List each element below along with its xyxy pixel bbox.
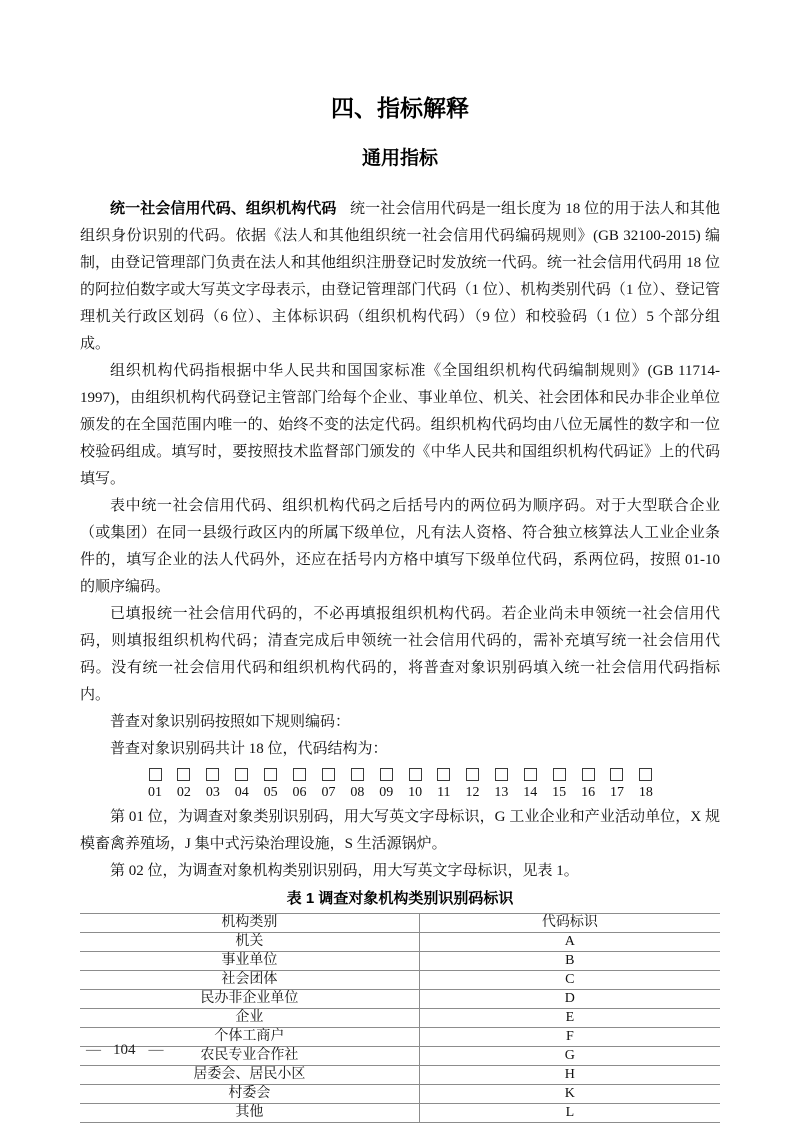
code-position-number: 05 xyxy=(263,785,278,800)
code-position-number: 09 xyxy=(379,785,394,800)
table-row xyxy=(80,1066,720,1085)
body-text-after-boxes xyxy=(80,804,720,885)
code-position xyxy=(235,768,249,801)
code-position xyxy=(408,768,422,801)
code-position-number: 13 xyxy=(494,785,509,800)
paragraph-coding-rule: 普查对象识别码按照如下规则编码： xyxy=(110,714,351,730)
empty-checkbox-icon xyxy=(524,768,537,781)
paragraph-text: 统一社会信用代码是一组长度为 18 位的用于法人和其他组织身份识别的代码。依据《法人和其他组织统一社会信用代码编码规则》(GB 32100-2015) 编制，由登记管理部门负责在法人和其他组织注册登记时发放统一代码。统一社会信用代码用 18 位的阿拉伯数字或大写英文字母表示，由登记管理部门代码（1 位）、机构类别代码（1 位）、登记管理机关行政区划码（6 位）、主体标识码（组织机构代码）（9 位）和校验码（1 位）5 个部分组成。 xyxy=(80,201,720,352)
institution-category-table xyxy=(80,913,720,1123)
code-position xyxy=(494,768,508,801)
code-position-number: 15 xyxy=(552,785,567,800)
code-position xyxy=(379,768,393,801)
code-position-number: 18 xyxy=(638,785,653,800)
empty-checkbox-icon xyxy=(322,768,335,781)
code-position-number: 04 xyxy=(234,785,249,800)
code-position-number: 07 xyxy=(321,785,336,800)
footer-left-dash: — xyxy=(86,1042,100,1058)
code-position xyxy=(264,768,278,801)
paragraph-filled-code: 已填报统一社会信用代码的，不必再填报组织机构代码。若企业尚未申领统一社会信用代码，则填报组织机构代码；清查完成后申领统一社会信用代码的，需补充填写统一社会信用代码。没有统一社会信用代码和组织机构代码的，将普查对象识别码填入统一社会信用代码指标内。 xyxy=(80,606,720,703)
table-row xyxy=(80,1009,720,1028)
table-row xyxy=(80,1047,720,1066)
code-position xyxy=(350,768,364,801)
code-position xyxy=(465,768,479,801)
table-cell: G xyxy=(419,1047,720,1066)
paragraph-credit-code xyxy=(80,195,720,358)
page-footer xyxy=(86,1042,163,1059)
table-cell: 事业单位 xyxy=(80,952,419,971)
code-position xyxy=(206,768,220,801)
paragraph-digit-02: 第 02 位，为调查对象机构类别识别码，用大写英文字母标识，见表 1。 xyxy=(110,863,579,879)
empty-checkbox-icon xyxy=(466,768,479,781)
code-position xyxy=(552,768,566,801)
table-body xyxy=(80,933,720,1123)
table-row xyxy=(80,990,720,1009)
code-position xyxy=(148,768,162,801)
code-position-number: 14 xyxy=(523,785,538,800)
code-position-number: 10 xyxy=(408,785,423,800)
empty-checkbox-icon xyxy=(380,768,393,781)
code-position-number: 08 xyxy=(350,785,365,800)
paragraph-digit-01: 第 01 位，为调查对象类别识别码，用大写英文字母标识，G 工业企业和产业活动单位，X 规模畜禽养殖场，J 集中式污染治理设施，S 生活源锅炉。 xyxy=(80,809,720,852)
empty-checkbox-icon xyxy=(293,768,306,781)
code-position-number: 06 xyxy=(292,785,307,800)
table-cell: 社会团体 xyxy=(80,971,419,990)
table-header-cell: 代码标识 xyxy=(419,914,720,933)
table-cell: 农民专业合作社 xyxy=(80,1047,419,1066)
paragraph-sequence-code: 表中统一社会信用代码、组织机构代码之后括号内的两位码为顺序码。对于大型联合企业（或集团）在同一县级行政区内的所属下级单位，凡有法人资格、符合独立核算法人工业企业条件的，填写企业的法人代码外，还应在括号内方格中填写下级单位代码，系两位码，按照 01-10 的顺序编码。 xyxy=(80,498,720,595)
code-position xyxy=(610,768,624,801)
table-cell: B xyxy=(419,952,720,971)
code-position xyxy=(437,768,450,801)
page-content xyxy=(0,95,800,1131)
code-position-number: 01 xyxy=(148,785,162,800)
code-position-number: 12 xyxy=(465,785,480,800)
empty-checkbox-icon xyxy=(235,768,248,781)
table-cell: A xyxy=(419,933,720,952)
empty-checkbox-icon xyxy=(610,768,623,781)
table-cell: 个体工商户 xyxy=(80,1028,419,1047)
code-position xyxy=(639,768,653,801)
empty-checkbox-icon xyxy=(582,768,595,781)
paragraph-lead-term: 统一社会信用代码、组织机构代码 xyxy=(110,200,337,217)
section-title: 通用指标 xyxy=(361,148,438,169)
table-row xyxy=(80,952,720,971)
empty-checkbox-icon xyxy=(437,768,450,781)
footer-right-dash: — xyxy=(148,1042,163,1058)
code-position xyxy=(177,768,191,801)
table-cell: 企业 xyxy=(80,1009,419,1028)
table-header-cell: 机构类别 xyxy=(80,914,419,933)
code-position xyxy=(293,768,307,801)
empty-checkbox-icon xyxy=(206,768,219,781)
code-position-number: 11 xyxy=(437,785,451,800)
code-position-number: 02 xyxy=(176,785,191,800)
page-title: 四、指标解释 xyxy=(331,95,469,121)
page-number: 104 xyxy=(113,1042,136,1058)
table-row xyxy=(80,1104,720,1123)
table-caption: 表 1 调查对象机构类别识别码标识 xyxy=(286,890,514,907)
empty-checkbox-icon xyxy=(149,768,162,781)
table-cell: 村委会 xyxy=(80,1085,419,1104)
paragraph-org-code: 组织机构代码指根据中华人民共和国国家标准《全国组织机构代码编制规则》(GB 11714-1997)，由组织机构代码登记主管部门给每个企业、事业单位、机关、社会团体和民办非企业单位颁发的在全国范围内唯一的、始终不变的法定代码。组织机构代码均由八位无属性的数字和一位校验码组成。填写时，要按照技术监督部门颁发的《中华人民共和国组织机构代码证》上的代码填写。 xyxy=(80,363,720,487)
table-cell: 居委会、居民小区 xyxy=(80,1066,419,1085)
empty-checkbox-icon xyxy=(495,768,508,781)
table-header-row xyxy=(80,914,720,933)
empty-checkbox-icon xyxy=(177,768,190,781)
code-position-number: 17 xyxy=(609,785,624,800)
table-cell: K xyxy=(419,1085,720,1104)
table-row xyxy=(80,1028,720,1047)
code-position-number: 16 xyxy=(581,785,596,800)
table-cell: H xyxy=(419,1066,720,1085)
table-cell: L xyxy=(419,1104,720,1123)
empty-checkbox-icon xyxy=(409,768,422,781)
empty-checkbox-icon xyxy=(553,768,566,781)
code-box-row xyxy=(148,768,653,801)
empty-checkbox-icon xyxy=(639,768,652,781)
table-cell: 机关 xyxy=(80,933,419,952)
code-position xyxy=(321,768,335,801)
body-text xyxy=(80,195,720,763)
table-row xyxy=(80,1085,720,1104)
table-head xyxy=(80,914,720,933)
table-row xyxy=(80,971,720,990)
paragraph-code-structure: 普查对象识别码共计 18 位，代码结构为： xyxy=(110,741,388,757)
table-row xyxy=(80,933,720,952)
table-cell: 民办非企业单位 xyxy=(80,990,419,1009)
table-cell: F xyxy=(419,1028,720,1047)
table-cell: E xyxy=(419,1009,720,1028)
code-position-number: 03 xyxy=(205,785,220,800)
code-position xyxy=(581,768,595,801)
table-cell: D xyxy=(419,990,720,1009)
empty-checkbox-icon xyxy=(264,768,277,781)
empty-checkbox-icon xyxy=(351,768,364,781)
code-position xyxy=(523,768,537,801)
table-cell: C xyxy=(419,971,720,990)
table-cell: 其他 xyxy=(80,1104,419,1123)
